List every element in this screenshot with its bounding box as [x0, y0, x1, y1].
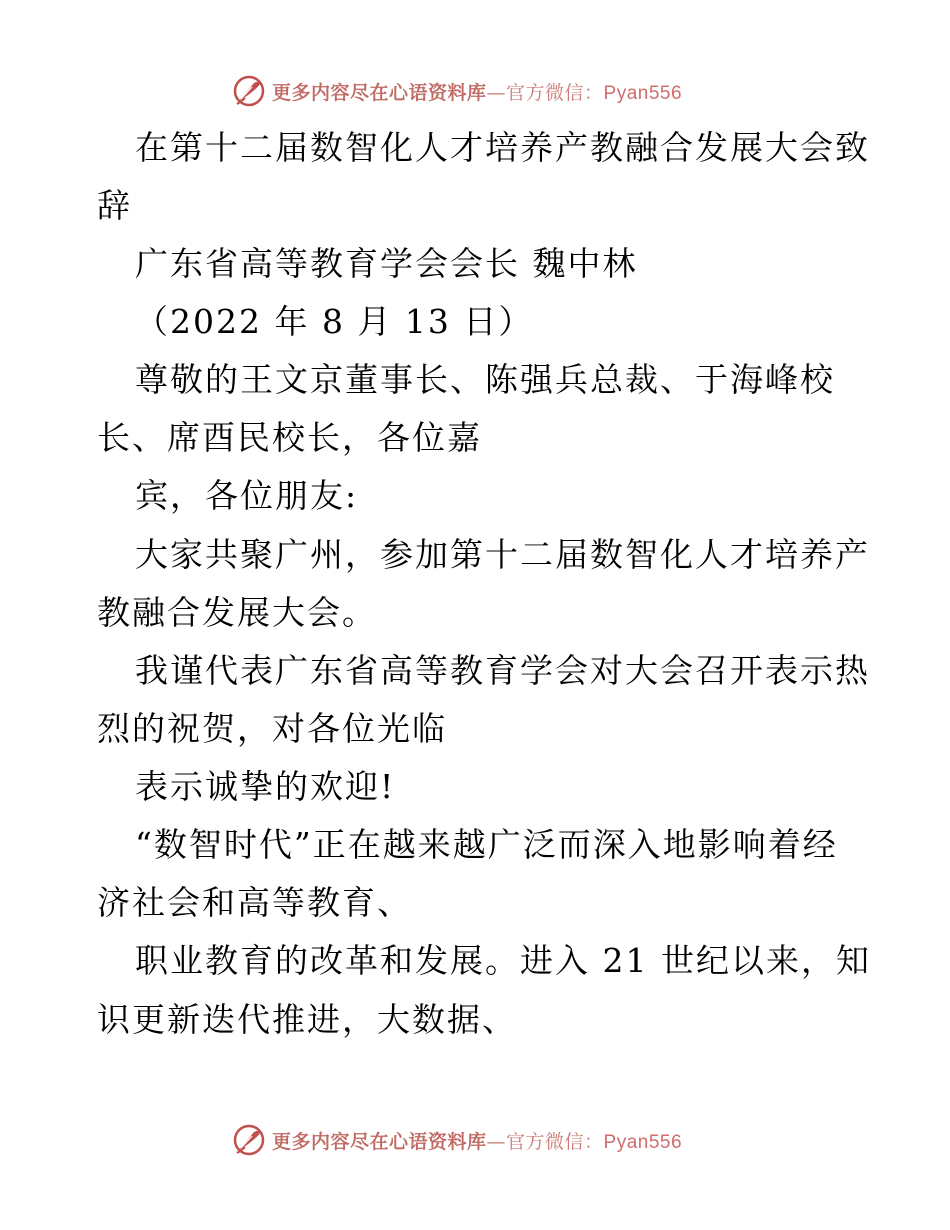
text-line: 宾，各位朋友: [135, 476, 359, 515]
watermark-prefix: 更多内容尽在心语资料库 [272, 81, 487, 104]
watermark-text [272, 78, 682, 105]
watermark-suffix: 官方微信： [506, 81, 604, 104]
text-line: 识更新迭代推进，大数据、 [97, 1000, 517, 1039]
text-line: 教融合发展大会。 [97, 593, 377, 632]
text-line: 表示诚挚的欢迎! [135, 767, 396, 806]
quill-logo-icon [232, 74, 266, 108]
text-line: （2022 年 8 月 13 日） [135, 302, 534, 341]
footer-watermark [232, 1122, 752, 1158]
text-line: 广东省高等教育学会会长 魏中林 [135, 244, 638, 283]
text-line: 济社会和高等教育、 [97, 883, 412, 922]
text-line: 大家共聚广州，参加第十二届数智化人才培养产 [135, 535, 870, 574]
text-line: 我谨代表广东省高等教育学会对大会召开表示热 [135, 651, 870, 690]
text-line: 长、席酉民校长，各位嘉 [97, 418, 482, 457]
text-line: 辞 [97, 186, 132, 225]
watermark-dash: — [486, 1130, 507, 1153]
text-line: 尊敬的王文京董事长、陈强兵总裁、于海峰校 [135, 360, 835, 399]
watermark-prefix: 更多内容尽在心语资料库 [272, 1130, 487, 1153]
watermark-wechat-id: Pyan556 [603, 1131, 683, 1153]
text-line: 在第十二届数智化人才培养产教融合发展大会致 [135, 128, 870, 167]
watermark-text [272, 1127, 682, 1154]
watermark-dash: — [486, 81, 507, 104]
text-line: 烈的祝贺，对各位光临 [97, 709, 447, 748]
text-line: 职业教育的改革和发展。进入 21 世纪以来，知 [135, 941, 871, 980]
watermark-wechat-id: Pyan556 [603, 82, 683, 104]
text-line: “数智时代”正在越来越广泛而深入地影响着经 [135, 825, 838, 864]
header-watermark [232, 73, 752, 109]
quill-logo-icon [232, 1123, 266, 1157]
watermark-suffix: 官方微信： [506, 1130, 604, 1153]
